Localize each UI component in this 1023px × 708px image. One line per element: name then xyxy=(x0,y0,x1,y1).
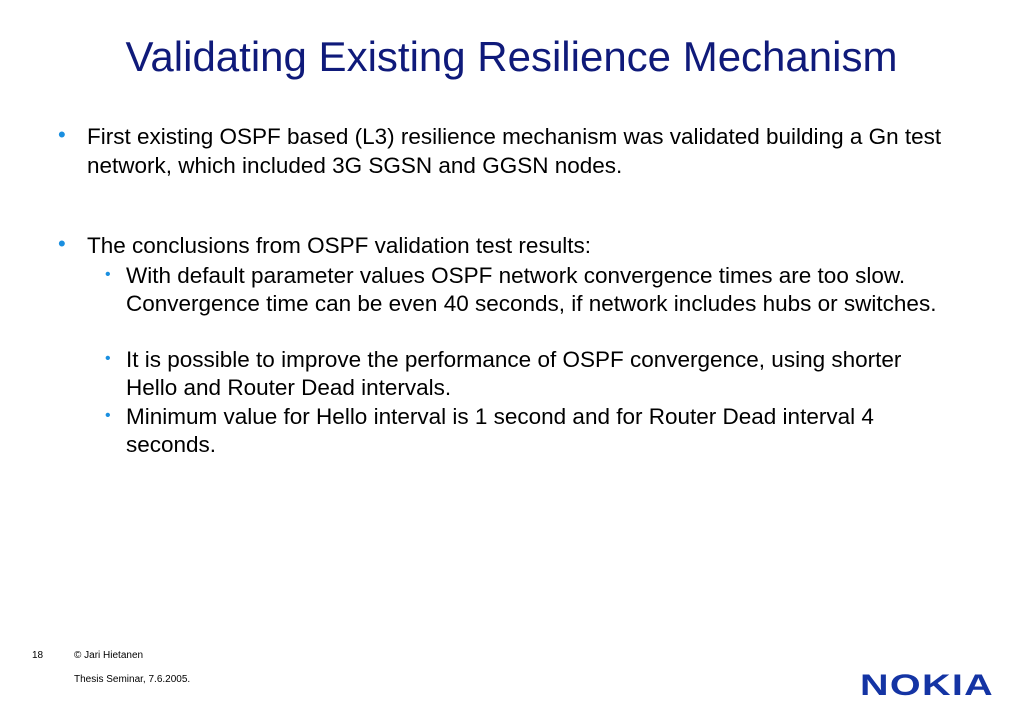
bullet-item: First existing OSPF based (L3) resilience mechanism was validated building a Gn test network, which included 3G SGSN and GGSN nodes. xyxy=(87,124,942,178)
bullet-icon: • xyxy=(58,231,66,256)
slide-title: Validating Existing Resilience Mechanism xyxy=(125,33,898,80)
sub-bullet-icon: • xyxy=(105,266,111,283)
sub-bullet-item: With default parameter values OSPF network convergence times are too slow. Convergence time can be even 40 seconds, if network includes hubs or switches. xyxy=(126,263,937,316)
bullet-item: The conclusions from OSPF validation test results: xyxy=(87,233,591,258)
page-number: 18 xyxy=(32,650,44,661)
copyright-text: © Jari Hietanen xyxy=(74,650,144,661)
bullet-icon: • xyxy=(58,122,66,147)
event-text: Thesis Seminar, 7.6.2005. xyxy=(74,674,191,685)
sub-bullet-icon: • xyxy=(105,350,111,367)
nokia-logo xyxy=(860,668,994,698)
sub-bullet-item: Minimum value for Hello interval is 1 second and for Router Dead interval 4 seconds. xyxy=(126,404,874,457)
nokia-logo-text: NOKIA xyxy=(860,669,994,698)
sub-bullet-item: It is possible to improve the performance of OSPF convergence, using shorter Hello and Router Dead intervals. xyxy=(126,347,902,400)
sub-bullet-icon: • xyxy=(105,407,111,424)
